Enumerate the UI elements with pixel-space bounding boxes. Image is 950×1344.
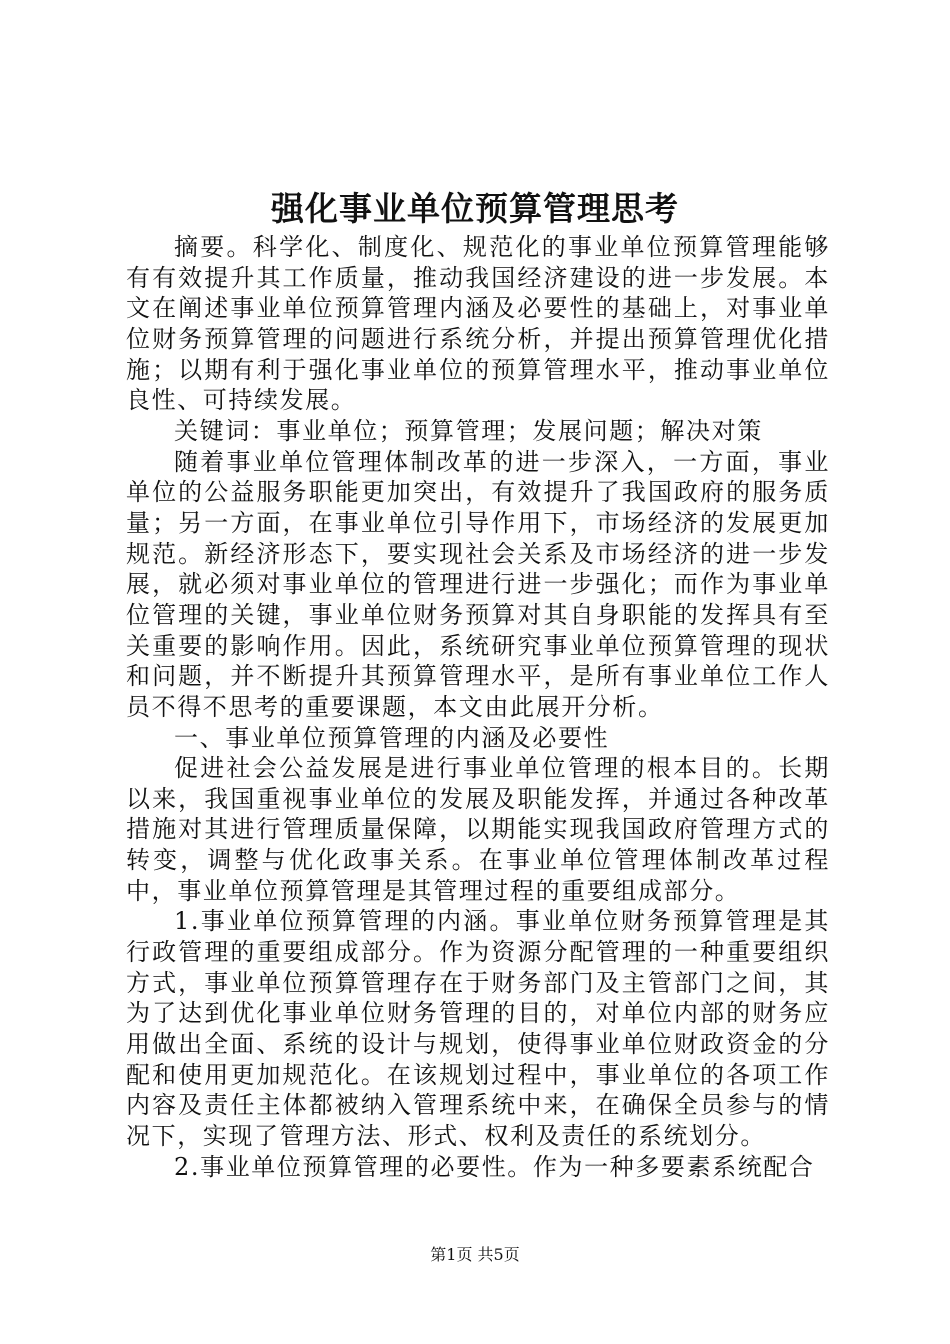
section-paragraph: 促进社会公益发展是进行事业单位管理的根本目的。长期以来，我国重视事业单位的发展及职能发挥，并通过各种改革措施对其进行管理质量保障，以期能实现我国政府管理方式的转变，调整与优化政事关系。在事业单位管理体制改革过程中，事业单位预算管理是其管理过程的重要组成部分。 xyxy=(126,754,830,905)
introduction-paragraph: 随着事业单位管理体制改革的进一步深入，一方面，事业单位的公益服务职能更加突出，有效提升了我国政府的服务质量；另一方面，在事业单位引导作用下，市场经济的发展更加规范。新经济形态下，要实现社会关系及市场经济的进一步发展，就必须对事业单位的管理进行进一步强化；而作为事业单位管理的关键，事业单位财务预算对其自身职能的发挥具有至关重要的影响作用。因此，系统研究事业单位预算管理的现状和问题，并不断提升其预算管理水平，是所有事业单位工作人员不得不思考的重要课题，本文由此展开分析。 xyxy=(126,447,830,721)
subsection-paragraph-1: 1.事业单位预算管理的内涵。事业单位财务预算管理是其行政管理的重要组成部分。作为资源分配管理的一种重要组织方式，事业单位预算管理存在于财务部门及主管部门之间，其为了达到优化事业单位财务管理的目的，对单位内部的财务应用做出全面、系统的设计与规划，使得事业单位财政资金的分配和使用更加规范化。在该规划过程中，事业单位的各项工作内容及责任主体都被纳入管理系统中来，在确保全员参与的情况下，实现了管理方法、形式、权利及责任的系统划分。 xyxy=(126,907,830,1151)
document-body xyxy=(126,232,830,1182)
document-title: 强化事业单位预算管理思考 xyxy=(271,189,679,228)
abstract-paragraph: 摘要。科学化、制度化、规范化的事业单位预算管理能够有有效提升其工作质量，推动我国经济建设的进一步发展。本文在阐述事业单位预算管理内涵及必要性的基础上，对事业单位财务预算管理的问题进行系统分析，并提出预算管理优化措施；以期有利于强化事业单位的预算管理水平，推动事业单位良性、可持续发展。 xyxy=(126,233,830,415)
subsection-paragraph-2: 2.事业单位预算管理的必要性。作为一种多要素系统配合 xyxy=(174,1152,815,1181)
section-heading: 一、事业单位预算管理的内涵及必要性 xyxy=(174,723,610,752)
keywords-paragraph: 关键词：事业单位；预算管理；发展问题；解决对策 xyxy=(174,416,763,445)
page-footer: 第1页 共5页 xyxy=(430,1245,520,1264)
